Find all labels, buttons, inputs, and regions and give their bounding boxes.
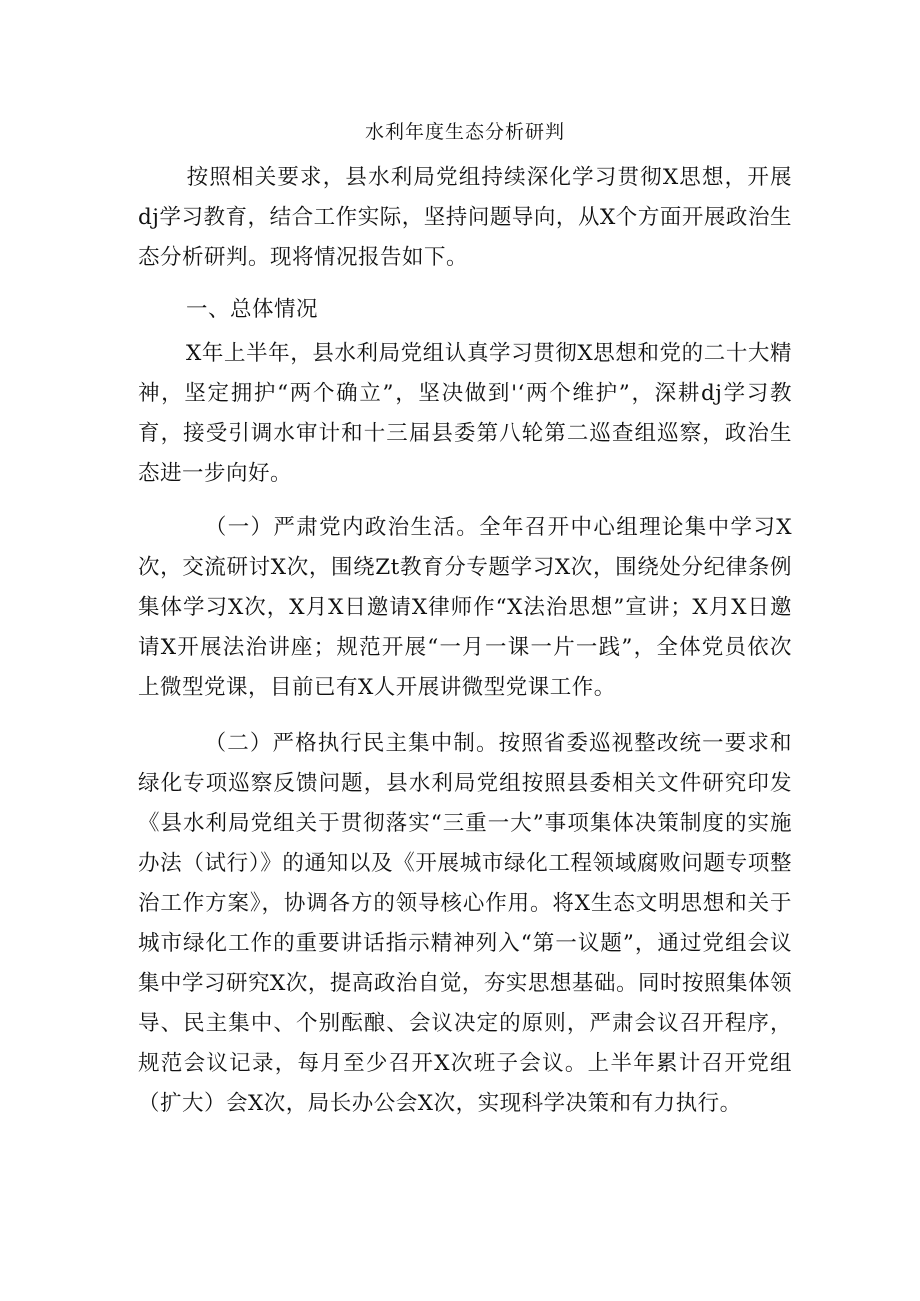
section1-paragraph (138, 334, 792, 494)
item1-paragraph (138, 508, 792, 708)
document-title: 水利年度生态分析研判 (364, 121, 565, 143)
item2-text: （二）严格执行民主集中制。按照省委巡视整改统一要求和绿化专项巡察反馈问题，县水利局党组按照县委相关文件研究印发《县水利局党组关于贯彻落实“三重一大”事项集体决策制度的实施办法（试行）》的通知以及《开展城市绿化工程领域腐败问题专项整治工作方案》，协调各方的领导核心作用。将X生态文明思想和关于城市绿化工作的重要讲话指示精神列入“第一议题”，通过党组会议集中学习研究X次，提高政治自觉，夯实思想基础。同时按照集体领导、民主集中、个别酝酿、会议决定的原则，严肃会议召开程序，规范会议记录，每月至少召开X次班子会议。上半年累计召开党组（扩大）会X次，局长办公会X次，实现科学决策和有力执行。 (138, 731, 792, 1116)
intro-text: 按照相关要求，县水利局党组持续深化学习贯彻X思想，开展dj学习教育，结合工作实际，坚持问题导向，从X个方面开展政治生态分析研判。现将情况报告如下。 (138, 165, 792, 270)
section1-heading: 一、总体情况 (186, 297, 319, 322)
intro-paragraph (138, 158, 792, 278)
item1-text: （一）严肃党内政治生活。全年召开中心组理论集中学习X次，交流研讨X次，围绕Zt教育分专题学习X次，围绕处分纪律条例集体学习X次，X月X日邀请X律师作“X法治思想”宣讲；X月X日邀请X开展法治讲座；规范开展“一月一课一片一践”，全体党员依次上微型党课，目前已有X人开展讲微型党课工作。 (138, 515, 792, 700)
item2-paragraph (138, 724, 792, 1124)
section1-text: X年上半年，县水利局党组认真学习贯彻X思想和党的二十大精神，坚定拥护“两个确立”，坚决做到'‘两个维护”，深耕dj学习教育，接受引调水审计和十三届县委第八轮第二巡查组巡察，政治生态进一步向好。 (138, 341, 792, 486)
